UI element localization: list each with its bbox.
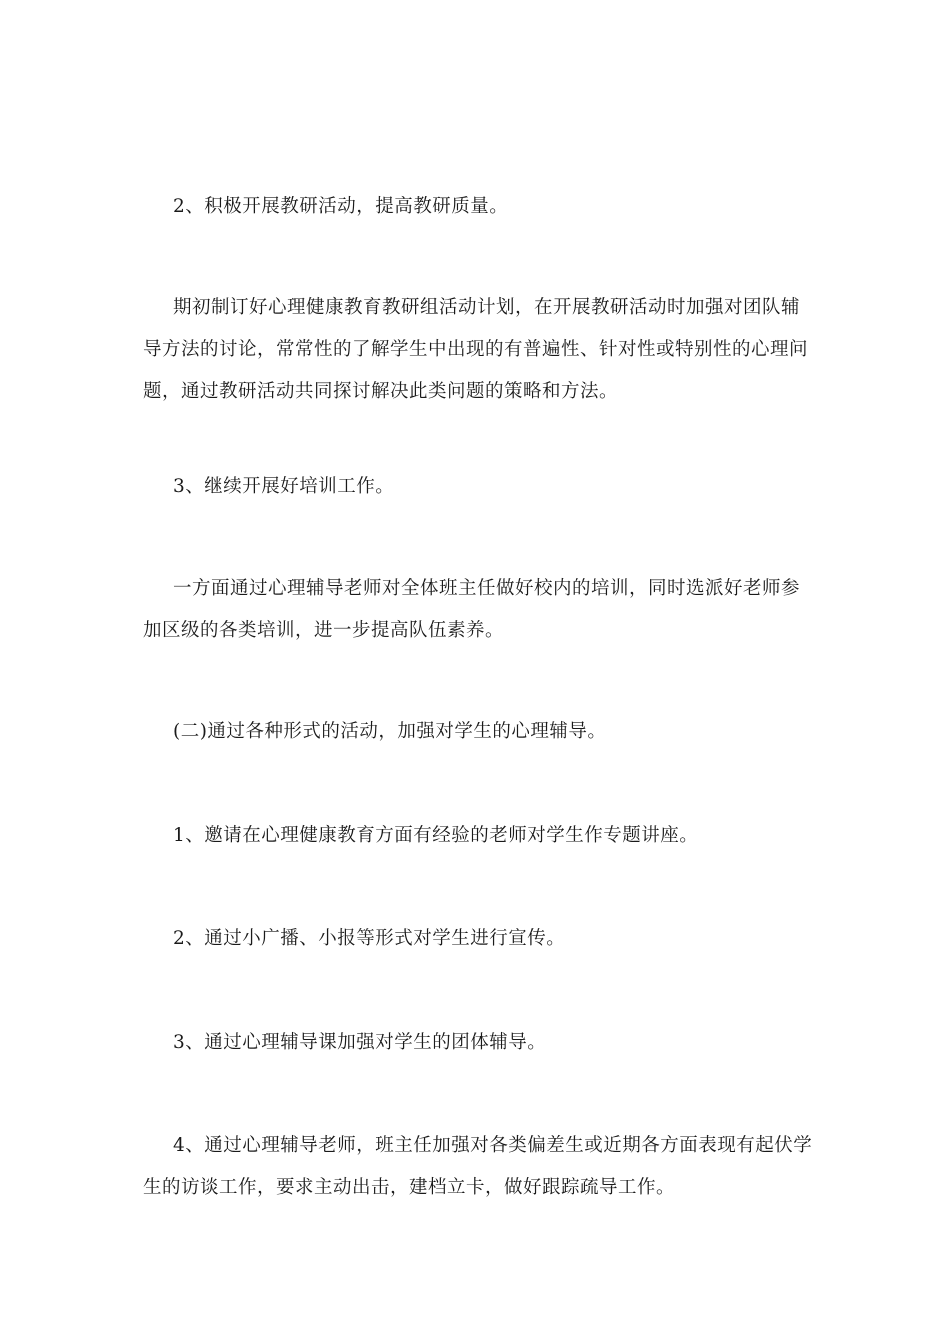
paragraph-body: 期初制订好心理健康教育教研组活动计划，在开展教研活动时加强对团队辅导方法的讨论，常常性的了解学生中出现的有普遍性、针对性或特别性的心理问题，通过教研活动共同探讨解决此类问题的策略和方法。 bbox=[143, 297, 809, 402]
list-item: 4、通过心理辅导老师，班主任加强对各类偏差生或近期各方面表现有起伏学生的访谈工作，要求主动出击，建档立卡，做好跟踪疏导工作。 bbox=[143, 1135, 813, 1198]
paragraph-item-heading: 2、积极开展教研活动，提高教研质量。 bbox=[173, 196, 509, 217]
list-item: 2、通过小广播、小报等形式对学生进行宣传。 bbox=[173, 928, 566, 949]
list-item: 3、通过心理辅导课加强对学生的团体辅导。 bbox=[173, 1032, 547, 1053]
section-heading: (二)通过各种形式的活动，加强对学生的心理辅导。 bbox=[173, 721, 607, 742]
paragraph-item-heading: 3、继续开展好培训工作。 bbox=[173, 476, 395, 497]
list-item: 1、邀请在心理健康教育方面有经验的老师对学生作专题讲座。 bbox=[173, 825, 699, 846]
paragraph-body: 一方面通过心理辅导老师对全体班主任做好校内的培训，同时选派好老师参加区级的各类培训，进一步提高队伍素养。 bbox=[143, 578, 801, 641]
